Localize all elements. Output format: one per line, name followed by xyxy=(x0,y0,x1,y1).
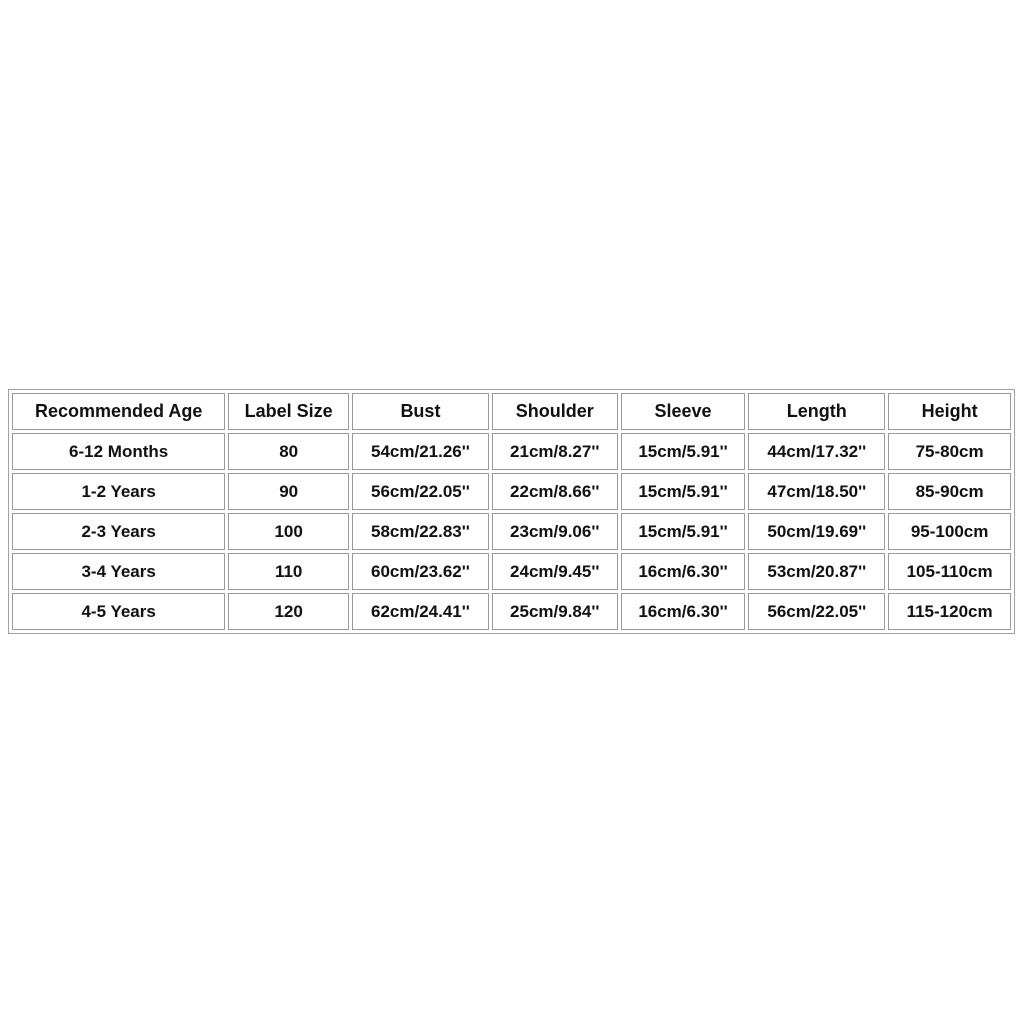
cell-bust: 54cm/21.26'' xyxy=(352,433,489,470)
cell-sleeve: 16cm/6.30'' xyxy=(621,553,746,590)
cell-bust: 62cm/24.41'' xyxy=(352,593,489,630)
cell-length: 53cm/20.87'' xyxy=(748,553,885,590)
size-table xyxy=(9,390,1014,633)
header-label-size: Label Size xyxy=(228,393,349,430)
cell-label-size: 80 xyxy=(228,433,349,470)
cell-label-size: 100 xyxy=(228,513,349,550)
cell-shoulder: 22cm/8.66'' xyxy=(492,473,618,510)
cell-shoulder: 23cm/9.06'' xyxy=(492,513,618,550)
cell-shoulder: 25cm/9.84'' xyxy=(492,593,618,630)
cell-length: 44cm/17.32'' xyxy=(748,433,885,470)
header-height: Height xyxy=(888,393,1011,430)
header-sleeve: Sleeve xyxy=(621,393,746,430)
cell-label-size: 90 xyxy=(228,473,349,510)
cell-recommended-age: 2-3 Years xyxy=(12,513,225,550)
table-row xyxy=(12,513,1011,550)
cell-bust: 60cm/23.62'' xyxy=(352,553,489,590)
header-length: Length xyxy=(748,393,885,430)
cell-height: 85-90cm xyxy=(888,473,1011,510)
cell-length: 47cm/18.50'' xyxy=(748,473,885,510)
cell-height: 105-110cm xyxy=(888,553,1011,590)
cell-height: 75-80cm xyxy=(888,433,1011,470)
header-bust: Bust xyxy=(352,393,489,430)
cell-sleeve: 15cm/5.91'' xyxy=(621,473,746,510)
cell-bust: 56cm/22.05'' xyxy=(352,473,489,510)
cell-recommended-age: 3-4 Years xyxy=(12,553,225,590)
cell-label-size: 120 xyxy=(228,593,349,630)
cell-shoulder: 21cm/8.27'' xyxy=(492,433,618,470)
cell-recommended-age: 1-2 Years xyxy=(12,473,225,510)
cell-height: 95-100cm xyxy=(888,513,1011,550)
cell-sleeve: 15cm/5.91'' xyxy=(621,433,746,470)
size-chart xyxy=(8,389,1015,634)
table-row xyxy=(12,433,1011,470)
cell-length: 56cm/22.05'' xyxy=(748,593,885,630)
cell-length: 50cm/19.69'' xyxy=(748,513,885,550)
header-shoulder: Shoulder xyxy=(492,393,618,430)
cell-shoulder: 24cm/9.45'' xyxy=(492,553,618,590)
cell-sleeve: 15cm/5.91'' xyxy=(621,513,746,550)
header-recommended-age: Recommended Age xyxy=(12,393,225,430)
cell-recommended-age: 4-5 Years xyxy=(12,593,225,630)
cell-sleeve: 16cm/6.30'' xyxy=(621,593,746,630)
header-row xyxy=(12,393,1011,430)
cell-height: 115-120cm xyxy=(888,593,1011,630)
table-row xyxy=(12,473,1011,510)
table-row xyxy=(12,553,1011,590)
table-row xyxy=(12,593,1011,630)
cell-bust: 58cm/22.83'' xyxy=(352,513,489,550)
cell-recommended-age: 6-12 Months xyxy=(12,433,225,470)
cell-label-size: 110 xyxy=(228,553,349,590)
